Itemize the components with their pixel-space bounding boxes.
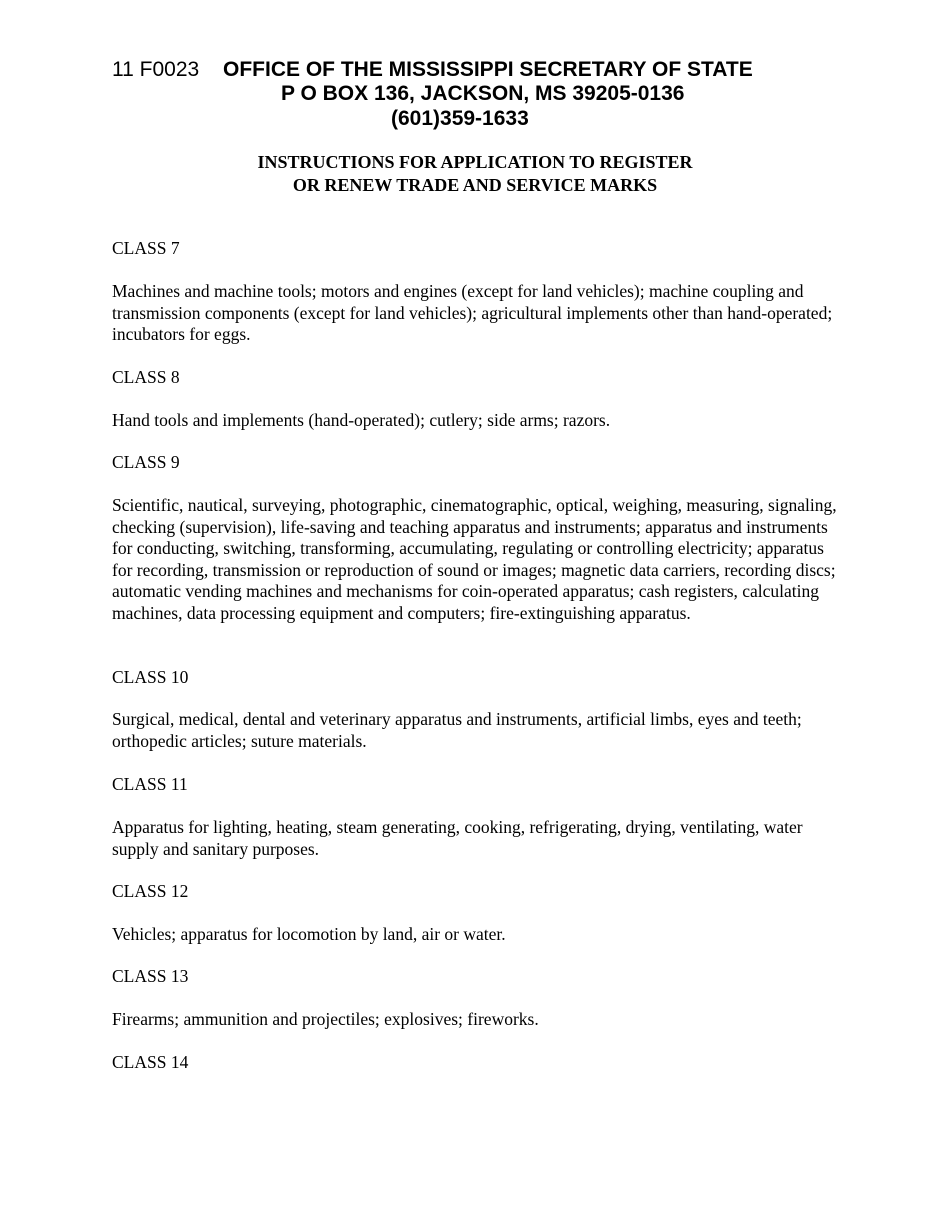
class-8-heading: CLASS 8	[112, 367, 180, 387]
page-title-line-1: INSTRUCTIONS FOR APPLICATION TO REGISTER	[257, 152, 693, 172]
class-10-heading: CLASS 10	[112, 667, 189, 687]
class-11-description: Apparatus for lighting, heating, steam generating, cooking, refrigerating, drying, ventilating, water supply and sanitary purposes.	[112, 817, 803, 859]
class-12-description: Vehicles; apparatus for locomotion by land, air or water.	[112, 924, 506, 944]
page-title-line-2: OR RENEW TRADE AND SERVICE MARKS	[292, 175, 658, 195]
class-9-description: Scientific, nautical, surveying, photographic, cinematographic, optical, weighing, measuring, signaling, checking (supervision), life-saving and teaching apparatus and instruments; apparatus and instruments for conducting, switching, transforming, accumulating, regulating or controlling electricity; apparatus for recording, transmission or reproduction of sound or images; magnetic data carriers, recording discs; automatic vending machines and mechanisms for coin-operated apparatus; cash registers, calculating machines, data processing equipment and computers; fire-extinguishing apparatus.	[112, 495, 837, 623]
office-phone: (601)359-1633	[391, 107, 529, 130]
class-14-heading: CLASS 14	[112, 1052, 189, 1072]
form-number: 11 F0023	[112, 58, 200, 81]
class-10-description: Surgical, medical, dental and veterinary apparatus and instruments, artificial limbs, eyes and teeth; orthopedic articles; suture materials.	[112, 709, 802, 751]
class-11-heading: CLASS 11	[112, 774, 188, 794]
class-13-heading: CLASS 13	[112, 966, 189, 986]
class-7-description: Machines and machine tools; motors and engines (except for land vehicles); machine coupling and transmission components (except for land vehicles); agricultural implements other than hand-operated; incubators for eggs.	[112, 281, 833, 344]
office-address: P O BOX 136, JACKSON, MS 39205-0136	[281, 82, 685, 105]
class-7-heading: CLASS 7	[112, 238, 180, 258]
class-13-description: Firearms; ammunition and projectiles; explosives; fireworks.	[112, 1009, 539, 1029]
class-8-description: Hand tools and implements (hand-operated); cutlery; side arms; razors.	[112, 410, 611, 430]
class-9-heading: CLASS 9	[112, 452, 180, 472]
office-name: OFFICE OF THE MISSISSIPPI SECRETARY OF STATE	[223, 58, 753, 81]
class-12-heading: CLASS 12	[112, 881, 189, 901]
